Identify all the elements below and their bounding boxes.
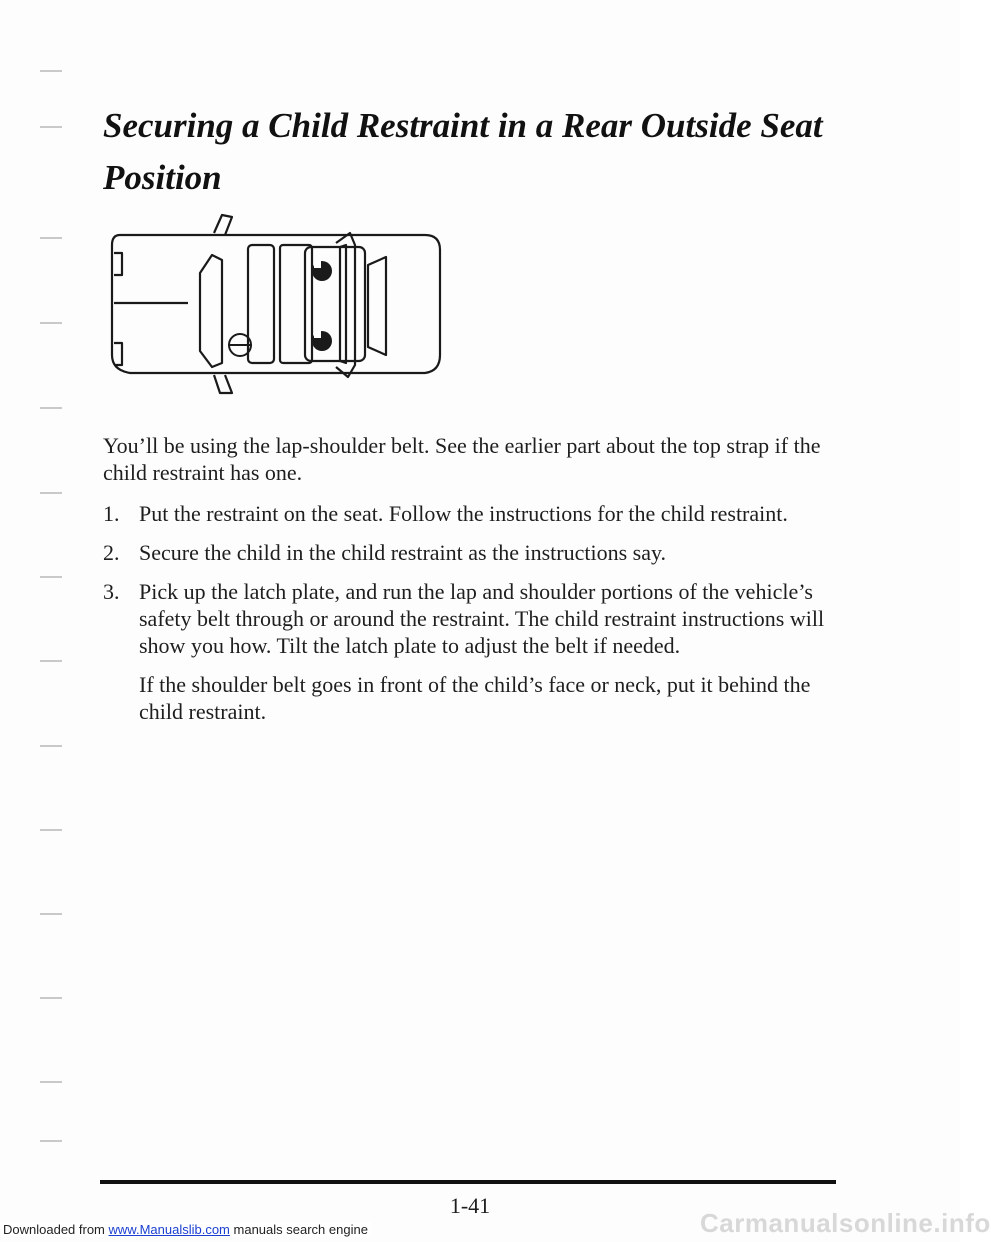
list-item — [103, 539, 863, 566]
step-number: 2. — [103, 540, 120, 565]
note-paragraph: If the shoulder belt goes in front of the child’s face or neck, put it behind the child restraint. — [139, 672, 811, 724]
brand-watermark: Carmanualsonline.info — [700, 1208, 991, 1238]
step-number: 3. — [103, 579, 120, 604]
page-number: 1-41 — [449, 1193, 491, 1218]
step-text: Secure the child in the child restraint as the instructions say. — [139, 540, 667, 565]
step-text: Pick up the latch plate, and run the lap and shoulder portions of the vehicle’s safety belt through or around the restraint. The child restraint instructions will show you how. Tilt the latch plate to adjust the belt if needed. — [139, 579, 825, 658]
body-text — [103, 432, 863, 725]
step-text: Put the restraint on the seat. Follow the instructions for the child restraint. — [139, 501, 788, 526]
steps-list — [103, 500, 863, 659]
footer-rule — [100, 1180, 836, 1184]
section-title: Securing a Child Restraint in a Rear Outside Seat Position — [103, 106, 823, 197]
list-item — [103, 578, 863, 659]
download-watermark — [0, 1222, 371, 1237]
vehicle-top-view-diagram — [100, 205, 450, 400]
intro-paragraph: You’ll be using the lap-shoulder belt. See the earlier part about the top strap if the child restraint has one. — [103, 433, 821, 485]
manualslib-link[interactable]: www.Manualslib.com — [108, 1222, 230, 1237]
watermark-prefix: Downloaded from — [3, 1222, 105, 1237]
step-number: 1. — [103, 501, 120, 526]
list-item — [103, 500, 863, 527]
watermark-suffix: manuals search engine — [233, 1222, 368, 1237]
